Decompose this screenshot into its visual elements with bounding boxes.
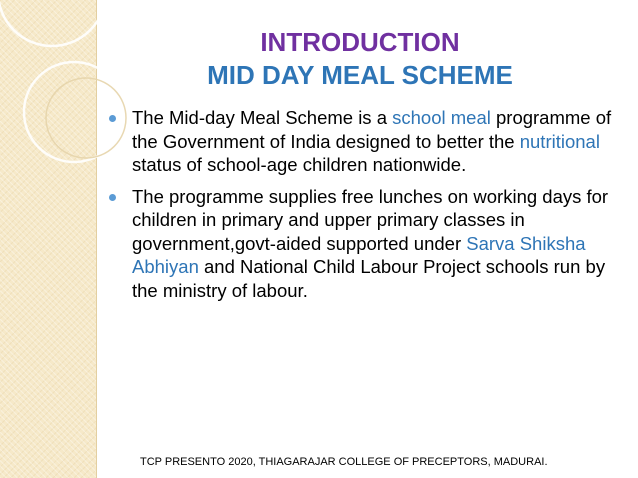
link-nutritional[interactable]: nutritional [519,130,600,152]
bullet-dot-icon [109,115,116,122]
bullet-list [106,106,618,310]
slide-footer: TCP PRESENTO 2020, THIAGARAJAR COLLEGE OF PRECEPTORS, MADURAI. [140,456,548,468]
title-mid-day-meal-scheme: MID DAY MEAL SCHEME [207,60,513,90]
link-school-meal[interactable]: school meal [392,107,491,128]
decorative-circle-outer [0,0,106,46]
bullet-dot-icon [109,194,116,201]
slide-title [140,26,580,92]
bullet-item-1 [106,106,618,177]
bullet-item-2 [106,185,618,303]
link-sarva-shiksha-abhiyan[interactable]: Sarva Shiksha Abhiyan [132,232,586,277]
title-introduction: INTRODUCTION [260,27,460,57]
bullet-1-text-part-2: programme of the Government of India designed to better the [132,107,612,152]
bullet-2-text-part-1: The programme supplies free lunches on working days for children in primary and upper primary classes in government,govt-aided supported under [132,185,609,254]
bullet-2-text-part-2: and National Child Labour Project schools run by the ministry of labour. [132,256,606,301]
bullet-1-text-part-3: status of school-age children nationwide. [132,154,467,175]
bullet-1-text-part-1: The Mid-day Meal Scheme is a [132,107,393,128]
